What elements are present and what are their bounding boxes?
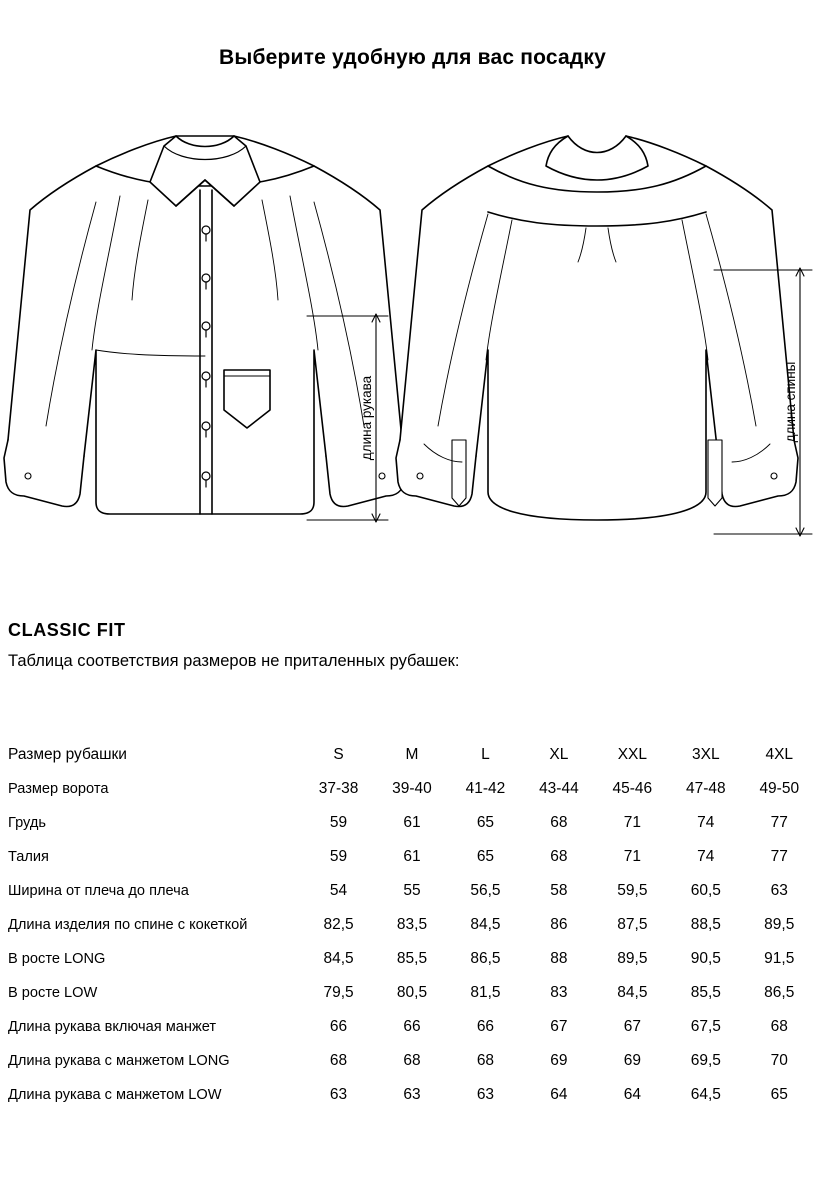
cell: 64: [550, 1086, 568, 1103]
table-row: [8, 908, 816, 942]
cell: 82,5: [323, 916, 354, 933]
page-title: Выберите удобную для вас посадку: [218, 46, 607, 69]
cell: 68: [770, 1018, 788, 1035]
cell: 89,5: [617, 950, 648, 967]
cell: 65: [476, 814, 495, 831]
table-row: [8, 772, 816, 806]
table-row: [8, 1010, 816, 1044]
cell: 68: [403, 1052, 421, 1069]
table-row: [8, 1044, 816, 1078]
cell: 88: [550, 950, 568, 967]
cell: 56,5: [470, 882, 501, 899]
row-label: Длина изделия по спине с кокеткой: [8, 917, 248, 933]
cell: 69: [623, 1052, 641, 1069]
table-row: [8, 806, 816, 840]
cell: 85,5: [690, 984, 721, 1001]
size-table-body: [8, 738, 816, 1112]
cell: 80,5: [396, 984, 428, 1001]
cell: 47-48: [685, 780, 726, 797]
cell: 63: [770, 882, 788, 899]
column-header-m: M: [405, 746, 419, 763]
cell: 63: [403, 1086, 421, 1103]
column-header-xxl: XXL: [617, 746, 647, 763]
back-length-label: длина спины: [783, 361, 798, 443]
row-label: Ширина от плеча до плеча: [8, 883, 189, 899]
table-header-row: [8, 738, 816, 772]
row-label: Грудь: [8, 815, 46, 831]
column-header-s: S: [333, 746, 344, 763]
cell: 85,5: [396, 950, 428, 967]
cell: 45-46: [612, 780, 653, 797]
cell: 86,5: [764, 984, 795, 1001]
cell: 61: [403, 848, 421, 865]
cell: 70: [770, 1052, 788, 1069]
table-row: [8, 874, 816, 908]
cell: 89,5: [764, 916, 795, 933]
cell: 69,5: [690, 1052, 721, 1069]
fit-subheading: Таблица соответствия размеров не приталенных рубашек:: [8, 652, 460, 670]
cell: 59,5: [617, 882, 648, 899]
cell: 66: [403, 1018, 421, 1035]
cell: 65: [476, 848, 495, 865]
cell: 49-50: [759, 780, 800, 797]
row-label: Длина рукава включая манжет: [8, 1019, 217, 1035]
cell: 66: [476, 1018, 495, 1035]
table-row: [8, 840, 816, 874]
cell: 63: [329, 1086, 348, 1103]
shirt-illustrations: [0, 110, 825, 560]
cell: 86: [550, 916, 568, 933]
fit-heading: CLASSIC FIT: [8, 620, 126, 640]
cell: 84,5: [323, 950, 354, 967]
cell: 67: [623, 1018, 641, 1035]
cell: 67: [550, 1018, 568, 1035]
cell: 69: [550, 1052, 568, 1069]
cell: 41-42: [465, 780, 506, 797]
cell: 43-44: [539, 780, 579, 797]
row-label: Длина рукава с манжетом LONG: [8, 1053, 230, 1069]
cell: 88,5: [690, 916, 721, 933]
cell: 68: [476, 1052, 495, 1069]
cell: 83: [550, 984, 568, 1001]
cell: 68: [329, 1052, 348, 1069]
row-label: Длина рукава с манжетом LOW: [8, 1087, 222, 1103]
cell: 66: [329, 1018, 348, 1035]
column-header-label: Размер рубашки: [8, 746, 127, 763]
cell: 84,5: [470, 916, 501, 933]
cell: 81,5: [470, 984, 501, 1001]
cell: 64,5: [690, 1086, 721, 1103]
cell: 59: [329, 814, 348, 831]
cell: 84,5: [617, 984, 648, 1001]
column-header-xl: XL: [549, 746, 569, 763]
size-table: [8, 738, 816, 1112]
cell: 63: [476, 1086, 495, 1103]
cell: 37-38: [318, 780, 359, 797]
cell: 64: [623, 1086, 641, 1103]
row-label: Размер ворота: [8, 781, 109, 797]
cell: 65: [770, 1086, 788, 1103]
cell: 71: [623, 814, 641, 831]
cell: 91,5: [764, 950, 795, 967]
cell: 39-40: [392, 780, 432, 797]
cell: 83,5: [396, 916, 428, 933]
column-header-4xl: 4XL: [765, 746, 794, 763]
cell: 67,5: [690, 1018, 721, 1035]
cell: 74: [697, 814, 715, 831]
cell: 87,5: [617, 916, 648, 933]
cell: 60,5: [690, 882, 721, 899]
table-row: [8, 942, 816, 976]
table-row: [8, 1078, 816, 1112]
cell: 55: [403, 882, 421, 899]
cell: 86,5: [470, 950, 501, 967]
sleeve-length-label: длина рукава: [359, 375, 374, 461]
shirt-front-illustration: [4, 136, 406, 514]
row-label: В росте LONG: [8, 951, 106, 967]
row-label: Талия: [8, 849, 49, 865]
cell: 61: [403, 814, 421, 831]
cell: 79,5: [323, 984, 354, 1001]
cell: 77: [770, 814, 788, 831]
cell: 54: [329, 882, 348, 899]
cell: 74: [697, 848, 715, 865]
column-header-l: L: [481, 746, 490, 763]
cell: 68: [550, 848, 568, 865]
cell: 71: [623, 848, 641, 865]
cell: 77: [770, 848, 788, 865]
cell: 59: [329, 848, 348, 865]
column-header-3xl: 3XL: [692, 746, 720, 763]
table-row: [8, 976, 816, 1010]
cell: 90,5: [690, 950, 721, 967]
cell: 58: [550, 882, 568, 899]
shirt-back-illustration: [396, 136, 798, 520]
cell: 68: [550, 814, 568, 831]
row-label: В росте LOW: [8, 985, 98, 1001]
